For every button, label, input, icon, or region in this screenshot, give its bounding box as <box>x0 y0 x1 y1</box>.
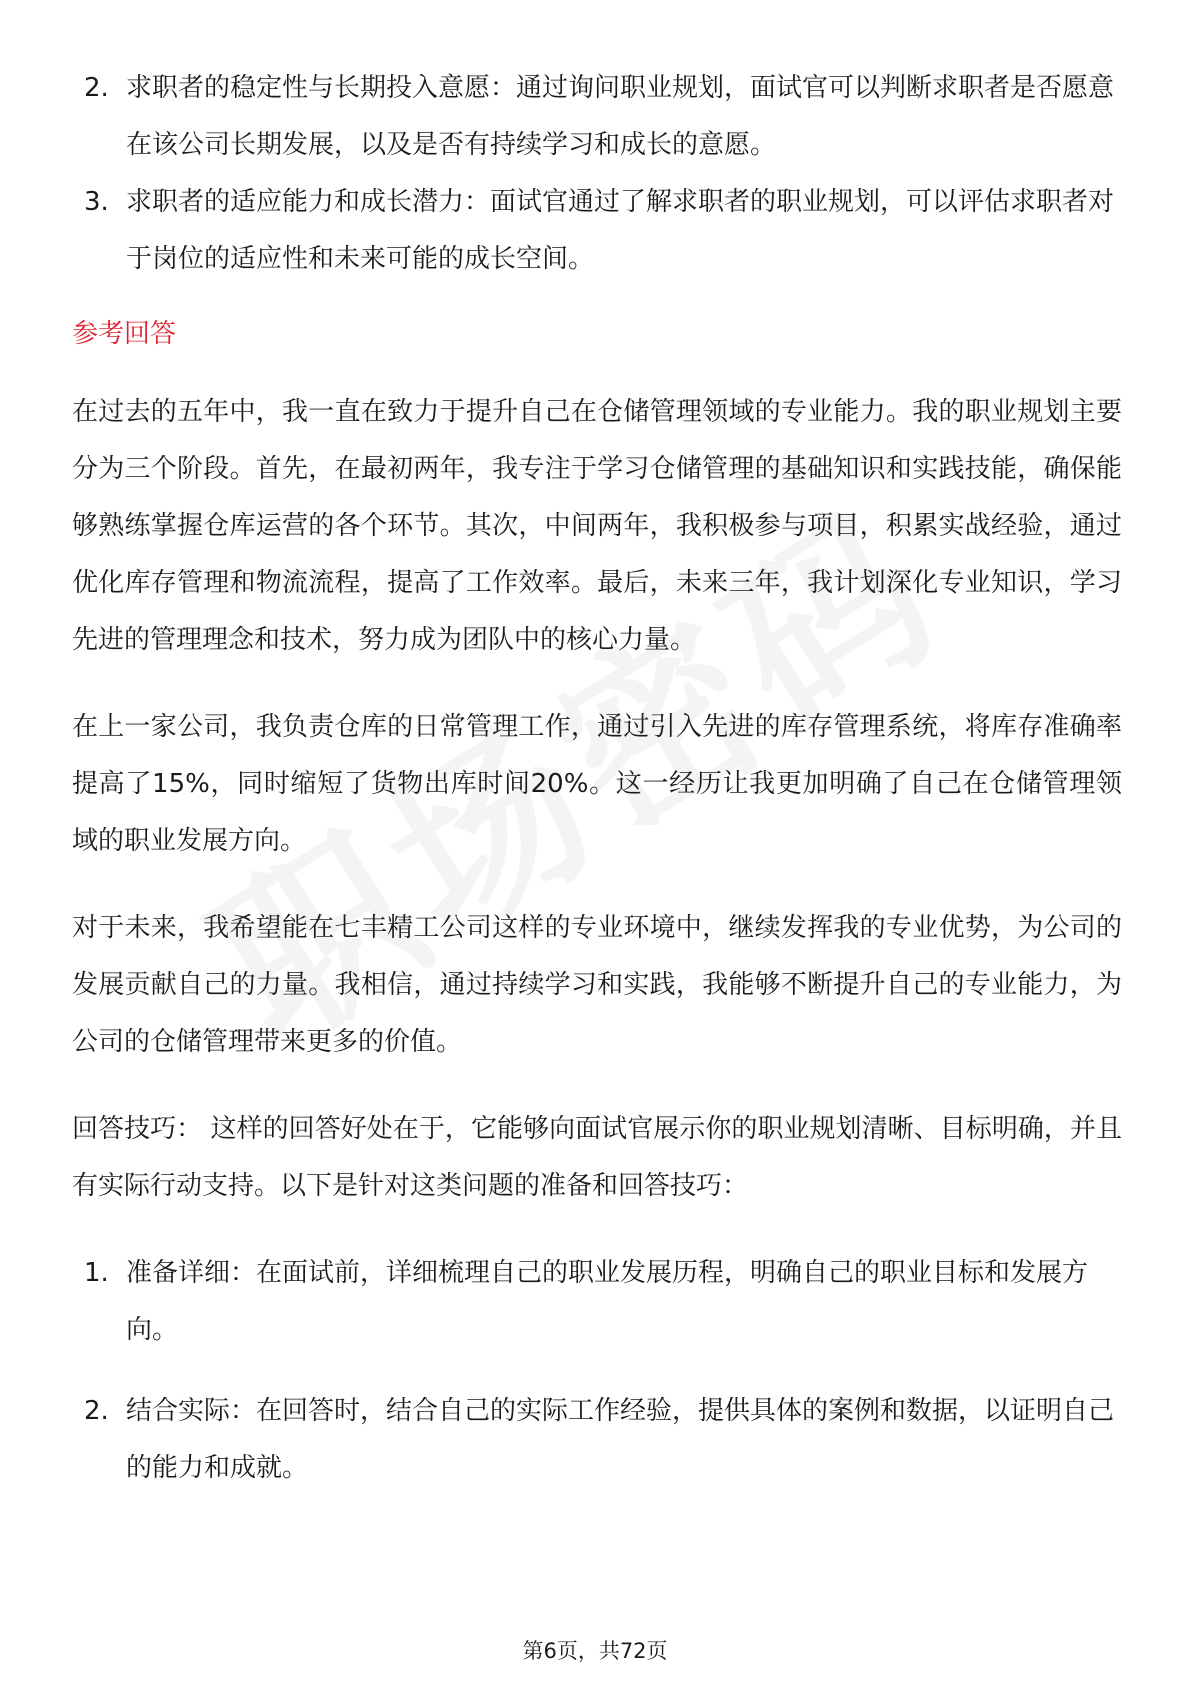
section-heading: 参考回答 <box>72 319 177 349</box>
list-item-text: 求职者的稳定性与长期投入意愿：通过询问职业规划，面试官可以判断求职者是否愿意在该公司长期发展，以及是否有持续学习和成长的意愿。 <box>126 73 1115 160</box>
paragraph-future: 对于未来，我希望能在七丰精工公司这样的专业环境中，继续发挥我的专业优势，为公司的发展贡献自己的力量。我相信，通过持续学习和实践，我能够不断提升自己的专业能力，为公司的仓储管理带来更多的价值。 <box>72 913 1122 1057</box>
list-item <box>72 1245 1122 1359</box>
list-item <box>72 60 1122 174</box>
paragraph-answer-tips: 回答技巧： 这样的回答好处在于，它能够向面试官展示你的职业规划清晰、目标明确，并且有实际行动支持。以下是针对这类问题的准备和回答技巧： <box>72 1114 1122 1201</box>
list-item-text: 准备详细：在面试前，详细梳理自己的职业发展历程，明确自己的职业目标和发展方向。 <box>126 1258 1089 1345</box>
list-item-text: 求职者的适应能力和成长潜力：面试官通过了解求职者的职业规划，可以评估求职者对于岗位的适应性和未来可能的成长空间。 <box>126 187 1115 274</box>
list-item-text: 结合实际：在回答时，结合自己的实际工作经验，提供具体的案例和数据，以证明自己的能力和成就。 <box>126 1396 1115 1483</box>
list-number: 2. <box>84 73 109 103</box>
paragraph-previous-company: 在上一家公司，我负责仓库的日常管理工作，通过引入先进的库存管理系统，将库存准确率提高了15%，同时缩短了货物出库时间20%。这一经历让我更加明确了自己在仓储管理领域的职业发展方向。 <box>72 712 1122 856</box>
list-item <box>72 174 1122 288</box>
list-item <box>72 1383 1122 1497</box>
page-footer: 第6页，共72页 <box>522 1639 668 1663</box>
intro-list <box>72 60 1122 288</box>
paragraph-career-plan: 在过去的五年中，我一直在致力于提升自己在仓储管理领域的专业能力。我的职业规划主要分为三个阶段。首先，在最初两年，我专注于学习仓储管理的基础知识和实践技能，确保能够熟练掌握仓库运营的各个环节。其次，中间两年，我积极参与项目，积累实战经验，通过优化库存管理和物流流程，提高了工作效率。最后，未来三年，我计划深化专业知识，学习先进的管理理念和技术，努力成为团队中的核心力量。 <box>72 397 1122 655</box>
list-number: 3. <box>84 187 109 217</box>
tips-list <box>72 1245 1122 1497</box>
page-content <box>72 60 1122 1521</box>
list-number: 2. <box>84 1396 109 1426</box>
list-number: 1. <box>84 1258 109 1288</box>
